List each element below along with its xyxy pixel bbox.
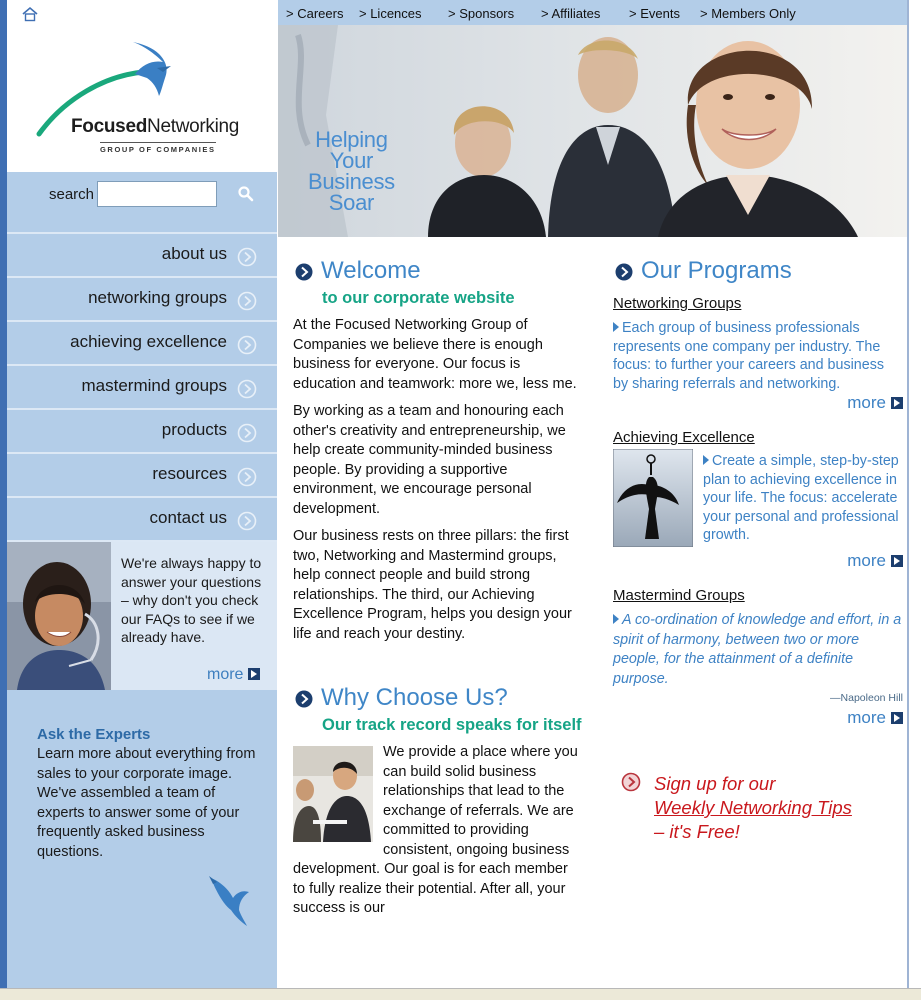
sidebar-item-label: contact us [149,508,227,527]
quote-attribution: —Napoleon Hill [830,692,903,704]
window-frame-left [0,0,7,1000]
right-column [613,237,903,842]
triangle-bullet-icon [703,455,709,465]
sidebar-item-mastermind-groups[interactable] [7,364,277,408]
arrow-bullet-icon [295,263,313,281]
arrow-right-icon [237,335,257,355]
sidebar-item-label: mastermind groups [81,376,227,395]
faq-help-box [7,540,277,690]
program-networking-text [613,319,903,393]
program-excellence-more-link[interactable] [613,551,903,571]
hero-tagline-line: Business [308,169,395,194]
topnav-careers[interactable]: > Careers [286,6,344,21]
bird-icon [207,872,253,928]
arrow-right-icon [237,379,257,399]
welcome-heading [293,257,583,287]
topnav-licences[interactable]: > Licences [359,6,422,21]
welcome-paragraph: At the Focused Networking Group of Companies we believe there is enough business for everyone. Our focus is education and teamwork: more we, less me. [293,317,577,392]
more-label: more [207,666,244,683]
arrow-bullet-icon [295,690,313,708]
logo-wordmark[interactable]: FocusedNetworking [71,116,240,137]
sidebar-item-label: achieving excellence [70,332,227,351]
why-body [293,743,583,919]
sidebar-item-networking-groups[interactable] [7,276,277,320]
program-mastermind-more-link[interactable] [613,708,903,728]
sidebar-item-label: resources [152,464,227,483]
programs-title: Our Programs [641,257,792,284]
welcome-title: Welcome [321,257,421,284]
search-input[interactable] [97,181,217,207]
ask-experts-section [37,726,257,862]
program-networking-more-link[interactable] [613,393,903,413]
topnav-events[interactable]: > Events [629,6,680,21]
search-area [7,172,277,230]
why-title: Why Choose Us? [321,684,508,711]
signup-line: Sign up for our [654,773,776,794]
arrow-bullet-icon [615,263,633,281]
sidebar-nav [7,232,277,540]
home-icon[interactable] [21,6,39,22]
arrow-circle-icon [621,772,641,792]
arrow-right-icon [237,467,257,487]
program-networking-description: Each group of business professionals represents one company per industry. The focus: to further your careers and business by sharing referrals and networking. [613,320,884,392]
program-mastermind-description: A co-ordination of knowledge and effort, in a spirit of harmony, between two or more people, for the attainment of a definite purpose. [613,612,902,687]
sidebar-item-about-us[interactable] [7,232,277,276]
program-excellence-title[interactable]: Achieving Excellence [613,429,755,446]
triangle-bullet-icon [613,322,619,332]
arrow-right-icon [237,291,257,311]
window-frame-right [907,0,921,1000]
arrow-right-icon [237,423,257,443]
why-subtitle: Our track record speaks for itself [322,716,582,734]
faq-more-link[interactable] [207,666,260,684]
arrow-right-icon [237,247,257,267]
logo-subtitle: GROUP OF COMPANIES [100,142,216,154]
sidebar-item-achieving-excellence[interactable] [7,320,277,364]
program-excellence-description: Create a simple, step-by-step plan to achieving excellence in your life. The focus: accelerate your personal and professional growth. [703,453,899,543]
sidebar-item-contact-us[interactable] [7,496,277,540]
more-label: more [847,708,886,727]
more-label: more [847,393,886,412]
support-agent-photo [7,542,111,690]
ask-experts-title[interactable]: Ask the Experts [37,726,151,743]
arrow-box-icon [248,668,260,680]
newsletter-signup [621,772,901,844]
program-excellence-body [613,446,903,551]
welcome-paragraph: By working as a team and honouring each other's creativity and entrepreneurship, we help create community-minded business people. By providing a supportive environment, we encourage personal development. [293,403,566,517]
program-networking-title[interactable]: Networking Groups [613,295,742,312]
program-mastermind-quote [613,611,903,689]
why-heading [293,684,583,714]
sidebar-item-resources[interactable] [7,452,277,496]
logo-area [7,0,277,172]
window-frame-bottom [0,988,921,1000]
why-paragraph: We provide a place where you can build solid business relationships that lead to the exchange of referrals. We are committed to providing consistent, ongoing business development. Our goal is for each member to fully realize their potential. After all, your success is our [293,744,578,916]
top-navigation [278,0,907,25]
search-icon[interactable] [237,185,255,203]
weekly-tips-link[interactable]: Weekly Networking Tips [654,797,852,818]
sidebar-item-label: products [161,420,227,439]
arrow-box-icon [891,712,903,724]
sidebar-item-label: networking groups [88,288,227,307]
more-label: more [847,551,886,570]
middle-column [293,237,583,919]
welcome-subtitle: to our corporate website [322,289,515,307]
business-meeting-photo [293,746,373,842]
welcome-paragraph: Our business rests on three pillars: the first two, Networking and Mastermind groups, help connect people and build strong relationships. The third, our Achieving Excellence Program, helps you design your life and reach your destiny. [293,528,572,642]
hero-tagline-line: Your [329,148,374,173]
hero-tagline-line: Helping [315,127,388,152]
triangle-bullet-icon [613,614,619,624]
winged-statue-photo [613,449,693,547]
hero-tagline [308,129,395,213]
ask-experts-text: Learn more about everything from sales to your corporate image. We've assembled a team of experts to answer some of your frequently asked business questions. [37,746,256,860]
topnav-sponsors[interactable]: > Sponsors [448,6,515,21]
left-sidebar [7,0,277,988]
program-mastermind-title[interactable]: Mastermind Groups [613,587,745,604]
arrow-right-icon [237,511,257,531]
topnav-affiliates[interactable]: > Affiliates [541,6,601,21]
arrow-box-icon [891,397,903,409]
signup-text [654,772,901,844]
topnav-members-only[interactable]: > Members Only [700,6,796,21]
arrow-box-icon [891,555,903,567]
sidebar-item-products[interactable] [7,408,277,452]
search-label: search [49,186,95,203]
sidebar-item-label: about us [161,244,227,263]
hero-banner [278,25,907,237]
signup-line: – it's Free! [654,821,740,842]
programs-heading [613,257,903,287]
faq-help-text: We're always happy to answer your questions – why don't you check our FAQs to see if we already have. [121,555,262,645]
hero-tagline-line: Soar [328,190,375,215]
main-content [278,237,907,988]
